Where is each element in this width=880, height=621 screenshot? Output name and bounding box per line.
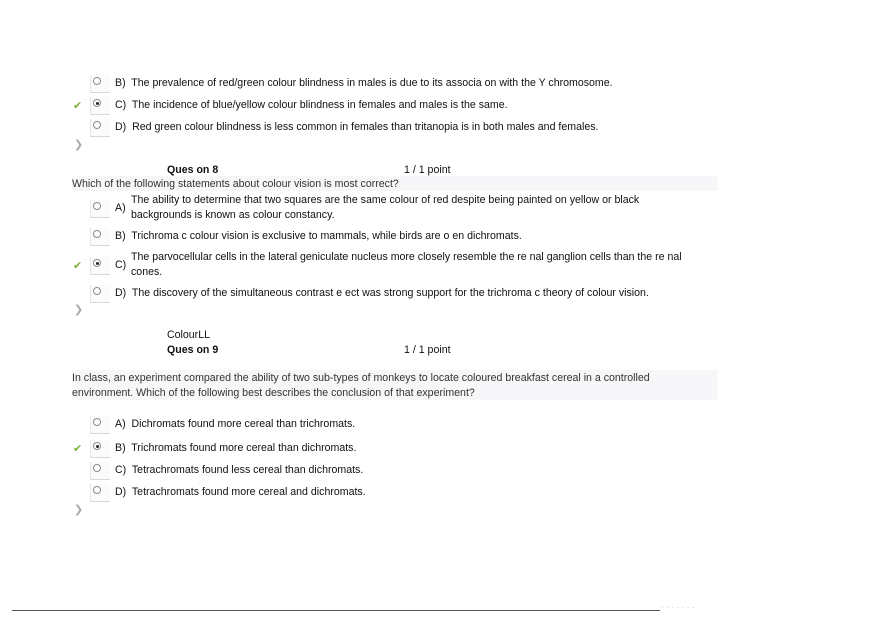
option-letter: B) <box>115 230 126 242</box>
radio-q7-b[interactable] <box>90 75 110 93</box>
checkmark-icon: ✔ <box>73 260 83 272</box>
radio-circle-icon <box>93 202 101 210</box>
radio-q8-d[interactable] <box>90 285 110 303</box>
radio-selected-icon <box>93 99 101 107</box>
option-text: The prevalence of red/green colour blindness in males is due to its associa on with the Y chromosome. <box>131 77 613 89</box>
option-letter: D) <box>115 287 127 299</box>
option-text: Dichromats found more cereal than trichromats. <box>131 418 356 430</box>
option-letter: D) <box>115 121 127 133</box>
option-letter: C) <box>115 99 127 111</box>
option-q7-d <box>115 120 598 135</box>
radio-q9-d[interactable] <box>90 484 110 502</box>
option-q7-c <box>115 98 508 113</box>
option-letter: D) <box>115 486 127 498</box>
question-text: In class, an experiment compared the ability of two sub-types of monkeys to locate coloured breakfast cereal in a controlled environment. Which of the following best describes the conclusion of that experiment? <box>72 372 650 399</box>
question-heading: Ques on 8 <box>167 164 219 176</box>
question-points: 1 / 1 point <box>404 164 451 176</box>
option-letter: C) <box>115 464 127 476</box>
option-q9-d <box>115 485 366 500</box>
radio-q9-b[interactable] <box>90 440 110 458</box>
radio-q7-d[interactable] <box>90 119 110 137</box>
option-text: The incidence of blue/yellow colour blindness in females and males is the same. <box>131 99 508 111</box>
footer-divider <box>12 610 660 611</box>
radio-circle-icon <box>93 464 101 472</box>
option-text: Trichroma c colour vision is exclusive to mammals, while birds are o en dichromats. <box>131 230 522 242</box>
option-text: The discovery of the simultaneous contrast e ect was strong support for the trichroma c theory of colour vision. <box>131 287 649 299</box>
option-q8-b <box>115 229 522 244</box>
radio-q9-c[interactable] <box>90 462 110 480</box>
question-points: 1 / 1 point <box>404 344 451 356</box>
option-text: Tetrachromats found more cereal and dichromats. <box>131 486 366 498</box>
radio-circle-icon <box>93 77 101 85</box>
option-letter: B) <box>115 77 126 89</box>
option-q9-c <box>115 463 363 478</box>
option-letter: A) <box>115 418 126 430</box>
checkmark-icon: ✔ <box>73 443 83 455</box>
radio-selected-icon <box>93 259 101 267</box>
radio-circle-icon <box>93 121 101 129</box>
radio-q9-a[interactable] <box>90 416 110 434</box>
option-q8-c: The parvocellular cells in the lateral geniculate nucleus more closely resemble the re nal ganglion cells than the re nal cones. <box>131 251 682 278</box>
option-letter: C) <box>115 259 127 271</box>
option-text: Trichromats found more cereal than dichromats. <box>131 442 357 454</box>
chevron-right-icon[interactable]: ❯ <box>74 504 84 516</box>
radio-q7-c[interactable] <box>90 97 110 115</box>
option-letter: B) <box>115 442 126 454</box>
footer-mark: · · · · · · · <box>662 605 695 611</box>
chevron-right-icon[interactable]: ❯ <box>74 304 84 316</box>
radio-selected-icon <box>93 442 101 450</box>
question-heading: Ques on 9 <box>167 344 219 356</box>
radio-q8-b[interactable] <box>90 228 110 246</box>
question-text: Which of the following statements about colour vision is most correct? <box>72 178 399 190</box>
radio-q8-c[interactable] <box>90 257 110 275</box>
section-label: ColourLL <box>167 329 210 341</box>
option-q8-d <box>115 286 649 301</box>
checkmark-icon: ✔ <box>73 100 83 112</box>
option-q8-a: The ability to determine that two squares are the same colour of red despite being painted on yellow or black backgrounds is known as colour constancy. <box>131 194 640 221</box>
option-q9-a <box>115 417 355 432</box>
option-text: Red green colour blindness is less common in females than tritanopia is in both males and females. <box>132 121 599 133</box>
option-text: Tetrachromats found less cereal than dichromats. <box>131 464 364 476</box>
radio-circle-icon <box>93 486 101 494</box>
radio-q8-a[interactable] <box>90 200 110 218</box>
chevron-right-icon[interactable]: ❯ <box>74 139 84 151</box>
radio-circle-icon <box>93 230 101 238</box>
option-letter: A) <box>115 202 126 214</box>
option-q7-b <box>115 76 613 91</box>
radio-circle-icon <box>93 287 101 295</box>
option-q9-b <box>115 441 356 456</box>
radio-circle-icon <box>93 418 101 426</box>
